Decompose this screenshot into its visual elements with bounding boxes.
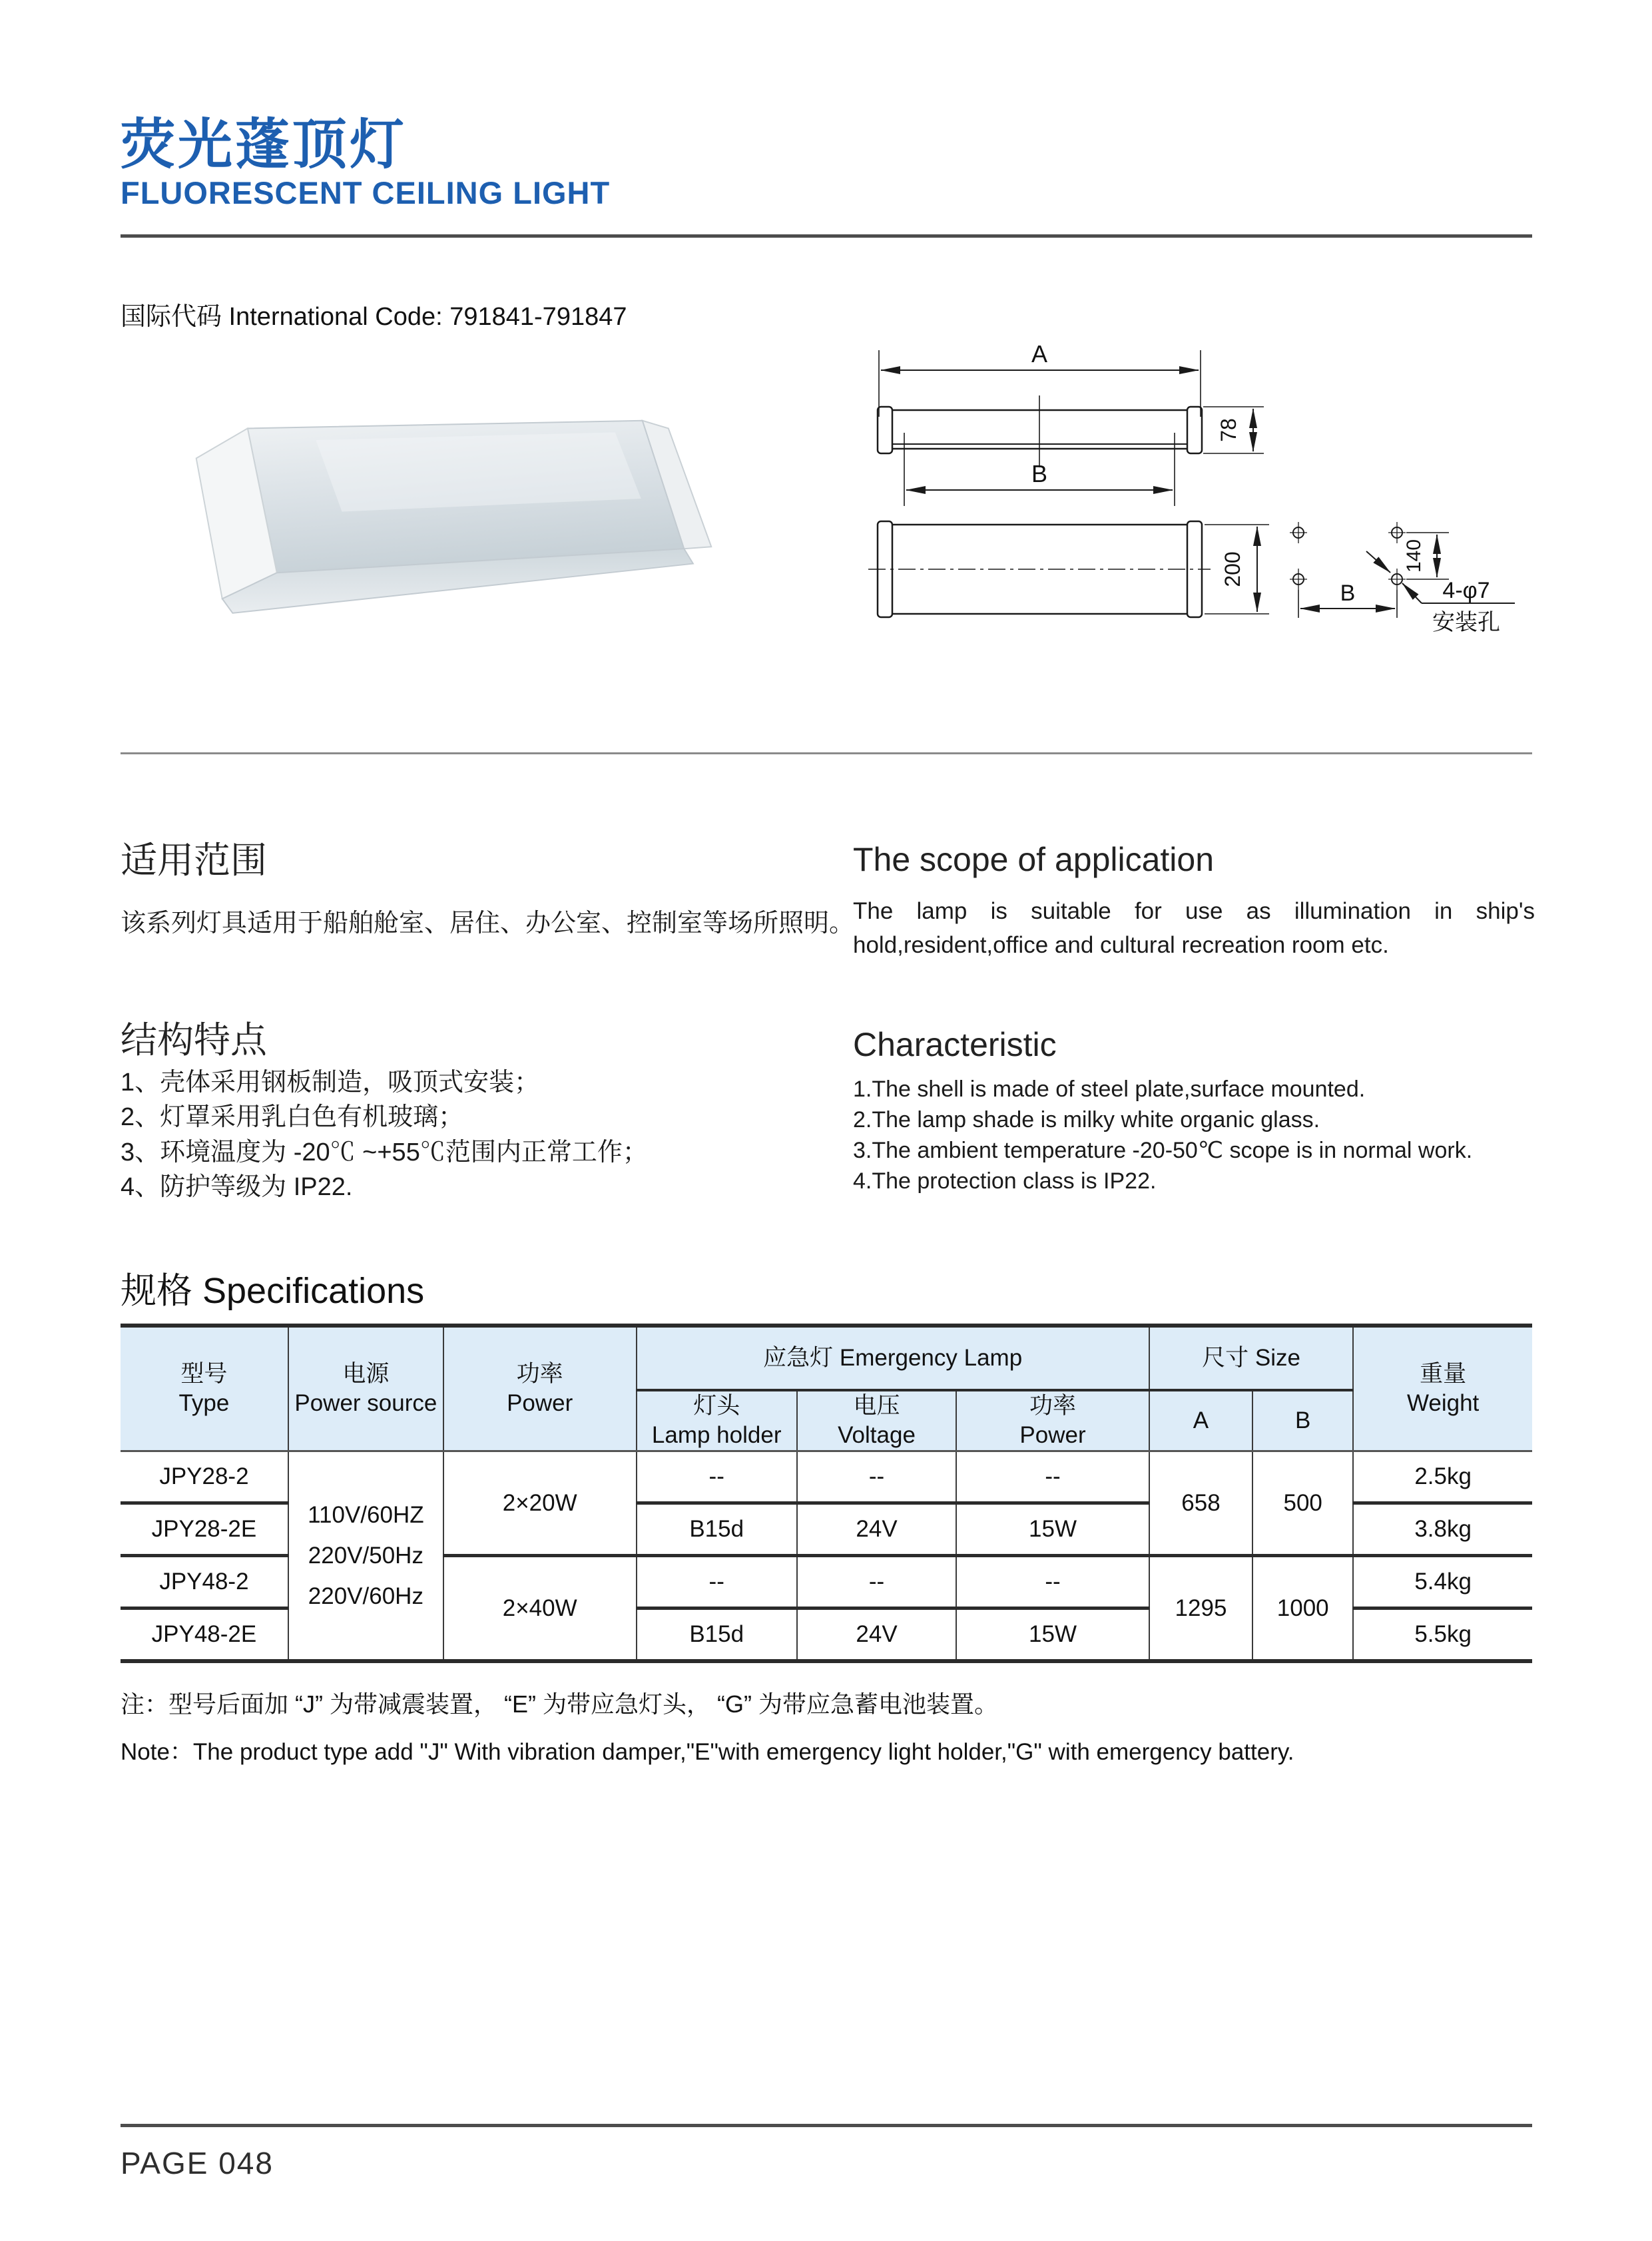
cell-voltage: -- xyxy=(797,1451,956,1503)
cell-type: JPY48-2E xyxy=(121,1609,288,1662)
power-source-line: 110V/60HZ xyxy=(308,1501,424,1528)
cell-weight: 3.8kg xyxy=(1353,1503,1532,1556)
cell-type: JPY28-2E xyxy=(121,1503,288,1556)
holes-count-label: 4-φ7 xyxy=(1442,578,1490,603)
col-group-size: 尺寸 Size xyxy=(1149,1326,1353,1390)
page-number: PAGE 048 xyxy=(121,2146,274,2180)
col-header-weight-cn: 重量 xyxy=(1420,1361,1467,1387)
col-header-size-b: B xyxy=(1252,1390,1353,1451)
header-divider xyxy=(121,234,1532,238)
col-header-size-a: A xyxy=(1149,1390,1252,1451)
specifications-table xyxy=(121,1324,1532,1663)
feature-item-en: 4.The protection class is IP22. xyxy=(853,1168,1157,1194)
power-source-line: 220V/50Hz xyxy=(308,1542,423,1569)
col-header-power-cn: 功率 xyxy=(516,1361,563,1387)
features-heading-cn: 结构特点 xyxy=(121,1019,268,1061)
col-header-voltage-en: Voltage xyxy=(838,1422,916,1448)
footer-divider xyxy=(121,2124,1532,2127)
dim-label-200: 200 xyxy=(1221,551,1244,587)
cell-lamp-holder: B15d xyxy=(637,1503,797,1556)
col-header-em-power-cn: 功率 xyxy=(1029,1393,1076,1419)
feature-item-cn: 4、防护等级为 IP22. xyxy=(121,1173,353,1202)
dim-label-78: 78 xyxy=(1217,418,1240,442)
table-note-cn: 注：型号后面加 “J” 为带减震装置， “E” 为带应急灯头， “G” 为带应急蓄电池装置。 xyxy=(121,1690,998,1718)
scope-body-en: The lamp is suitable for use as illumination in ship's hold,resident,office and cultural recreation room etc. xyxy=(853,898,1535,958)
holes-cn-label: 安装孔 xyxy=(1432,610,1500,635)
scope-heading-cn: 适用范围 xyxy=(121,840,268,881)
specifications-heading: 规格 Specifications xyxy=(121,1271,425,1311)
page-title-cn: 荧光蓬顶灯 xyxy=(121,115,408,175)
cell-type: JPY48-2 xyxy=(121,1556,288,1609)
col-header-power-source-en: Power source xyxy=(294,1390,437,1416)
col-header-em-power-en: Power xyxy=(1019,1422,1086,1448)
dim-label-hole-b: B xyxy=(1340,581,1356,606)
col-header-lamp-holder-en: Lamp holder xyxy=(651,1422,782,1448)
product-photo xyxy=(160,398,719,652)
power-source-line: 220V/60Hz xyxy=(308,1583,423,1610)
feature-item-cn: 2、灯罩采用乳白色有机玻璃； xyxy=(121,1103,464,1132)
mid-divider xyxy=(121,752,1532,754)
col-header-lamp-holder xyxy=(637,1390,797,1451)
feature-item-cn: 3、环境温度为 -20℃ ~+55℃范围内正常工作； xyxy=(121,1138,648,1166)
technical-drawing xyxy=(859,332,1535,638)
col-header-power-source xyxy=(288,1326,443,1451)
features-heading-en: Characteristic xyxy=(853,1026,1057,1063)
col-header-power-en: Power xyxy=(507,1390,573,1416)
cell-em-power: 15W xyxy=(956,1503,1149,1556)
cell-type: JPY28-2 xyxy=(121,1451,288,1503)
scope-body-cn: 该系列灯具适用于船舶舱室、居住、办公室、控制室等场所照明。 xyxy=(121,909,855,937)
col-header-type-cn: 型号 xyxy=(180,1361,228,1387)
features-list-en xyxy=(853,1075,1472,1197)
feature-item-en: 1.The shell is made of steel plate,surface mounted. xyxy=(853,1077,1366,1102)
cell-size-a: 1295 xyxy=(1149,1556,1252,1662)
col-group-emergency-lamp: 应急灯 Emergency Lamp xyxy=(637,1326,1149,1390)
col-header-voltage-cn: 电压 xyxy=(853,1393,900,1419)
scope-heading-en: The scope of application xyxy=(853,841,1215,878)
cell-lamp-holder: -- xyxy=(637,1451,797,1503)
cell-voltage: 24V xyxy=(797,1609,956,1662)
col-header-type xyxy=(121,1326,288,1451)
cell-em-power: 15W xyxy=(956,1609,1149,1662)
cell-size-b: 1000 xyxy=(1252,1556,1353,1662)
cell-em-power: -- xyxy=(956,1451,1149,1503)
feature-item-en: 2.The lamp shade is milky white organic glass. xyxy=(853,1107,1320,1132)
cell-size-a: 658 xyxy=(1149,1451,1252,1556)
mounting-holes xyxy=(1290,522,1406,590)
international-code: 国际代码 International Code: 791841-791847 xyxy=(121,303,627,331)
cell-weight: 5.5kg xyxy=(1353,1609,1532,1662)
cell-size-b: 500 xyxy=(1252,1451,1353,1556)
dim-label-b: B xyxy=(1031,460,1048,487)
cell-power: 2×40W xyxy=(443,1556,637,1662)
feature-item-en: 3.The ambient temperature -20-50℃ scope is in normal work. xyxy=(853,1137,1473,1163)
cell-voltage: -- xyxy=(797,1556,956,1609)
table-note-en: Note：The product type add "J" With vibration damper,"E"with emergency light holder,"G" with emergency battery. xyxy=(121,1739,1294,1765)
dim-label-140: 140 xyxy=(1403,539,1425,573)
col-header-voltage xyxy=(797,1390,956,1451)
cell-lamp-holder: B15d xyxy=(637,1609,797,1662)
cell-weight: 5.4kg xyxy=(1353,1556,1532,1609)
col-header-weight-en: Weight xyxy=(1406,1390,1480,1416)
col-header-lamp-holder-cn: 灯头 xyxy=(693,1393,740,1419)
cell-lamp-holder: -- xyxy=(637,1556,797,1609)
col-header-weight xyxy=(1353,1326,1532,1451)
cell-power: 2×20W xyxy=(443,1451,637,1556)
col-header-power-source-cn: 电源 xyxy=(342,1361,390,1387)
feature-item-cn: 1、壳体采用钢板制造，吸顶式安装； xyxy=(121,1069,540,1097)
cell-weight: 2.5kg xyxy=(1353,1451,1532,1503)
col-header-em-power xyxy=(956,1390,1149,1451)
cell-em-power: -- xyxy=(956,1556,1149,1609)
col-header-type-en: Type xyxy=(178,1390,230,1416)
features-list-cn xyxy=(121,1065,648,1205)
page-title-en: FLUORESCENT CEILING LIGHT xyxy=(121,175,611,210)
cell-power-source xyxy=(288,1451,443,1662)
table-row xyxy=(121,1451,1532,1503)
cell-voltage: 24V xyxy=(797,1503,956,1556)
col-header-power xyxy=(443,1326,637,1451)
dim-label-a: A xyxy=(1031,340,1048,368)
photo-lens-highlight xyxy=(316,432,641,511)
